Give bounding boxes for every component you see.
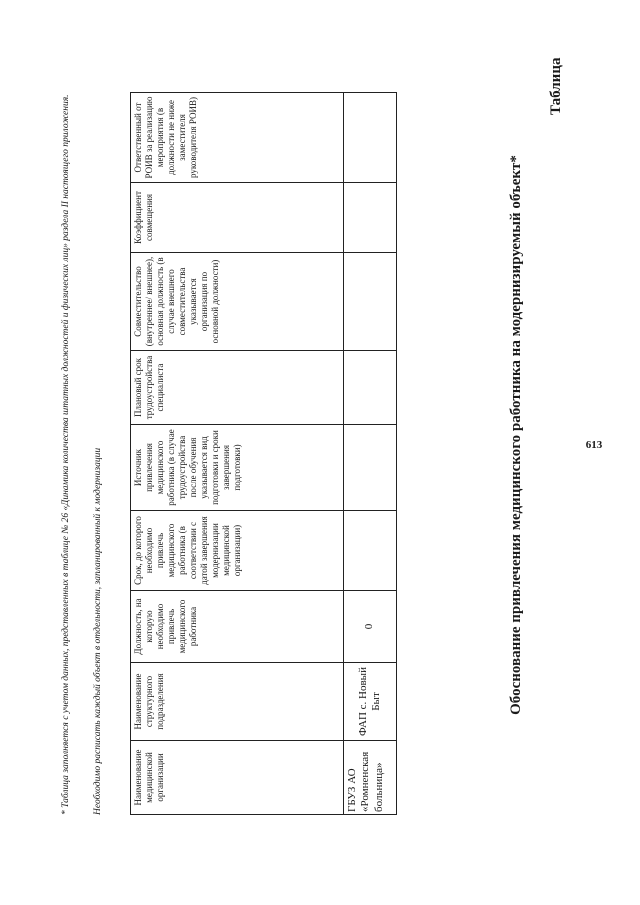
cell-combination (344, 253, 397, 351)
header-responsible: Ответственный от РОИВ за реализацию мероприятия (в должности не ниже заместителя руководителя РОИВ) (131, 93, 344, 183)
cell-responsible (344, 93, 397, 183)
footnote-asterisk: * Таблица заполняется с учетом данных, представленных в таблице № 26 «Динамика количества штатных должностей и физических лиц» раздела II настоящего приложения. (61, 94, 71, 815)
cell-position: 0 (344, 591, 397, 663)
page-title: Обоснование привлечения медицинского работника на модернизируемый объект* (508, 155, 524, 715)
header-deadline: Срок, до которого необходимо привлечь медицинского работника (в соответствии с датой завершения модернизации медицинской организации) (131, 511, 344, 591)
header-combination: Совместительство (внутреннее/ внешнее), основная должность (в случае внешнего совместительства указывается организация по основной должности) (131, 253, 344, 351)
table-header-row (131, 93, 344, 815)
justification-table (130, 92, 397, 815)
header-coefficient: Коэффициент совмещения (131, 183, 344, 253)
cell-unit: ФАП с. Новый Быт (344, 663, 397, 741)
table-row (344, 93, 397, 815)
header-position: Должность, на которую необходимо привлечь медицинского работника (131, 591, 344, 663)
cell-org: ГБУЗ АО «Ромненская больница» (344, 741, 397, 815)
footnote-modernization: Необходимо расписать каждый объект в отдельности, запланированный к модернизации (93, 447, 103, 815)
cell-deadline (344, 511, 397, 591)
header-org: Наименование медицинской организации (131, 741, 344, 815)
cell-source (344, 425, 397, 511)
table-label: Таблица (548, 57, 564, 115)
cell-coefficient (344, 183, 397, 253)
header-unit: Наименование структурного подразделения (131, 663, 344, 741)
header-source: Источник привлечения медицинского работника (в случае трудоустройства после обучения указывается вид подготовки и сроки завершения подготовки) (131, 425, 344, 511)
cell-planned-date (344, 351, 397, 425)
header-planned-date: Плановый срок трудоустройства специалиста (131, 351, 344, 425)
page-number: 613 (585, 439, 603, 451)
